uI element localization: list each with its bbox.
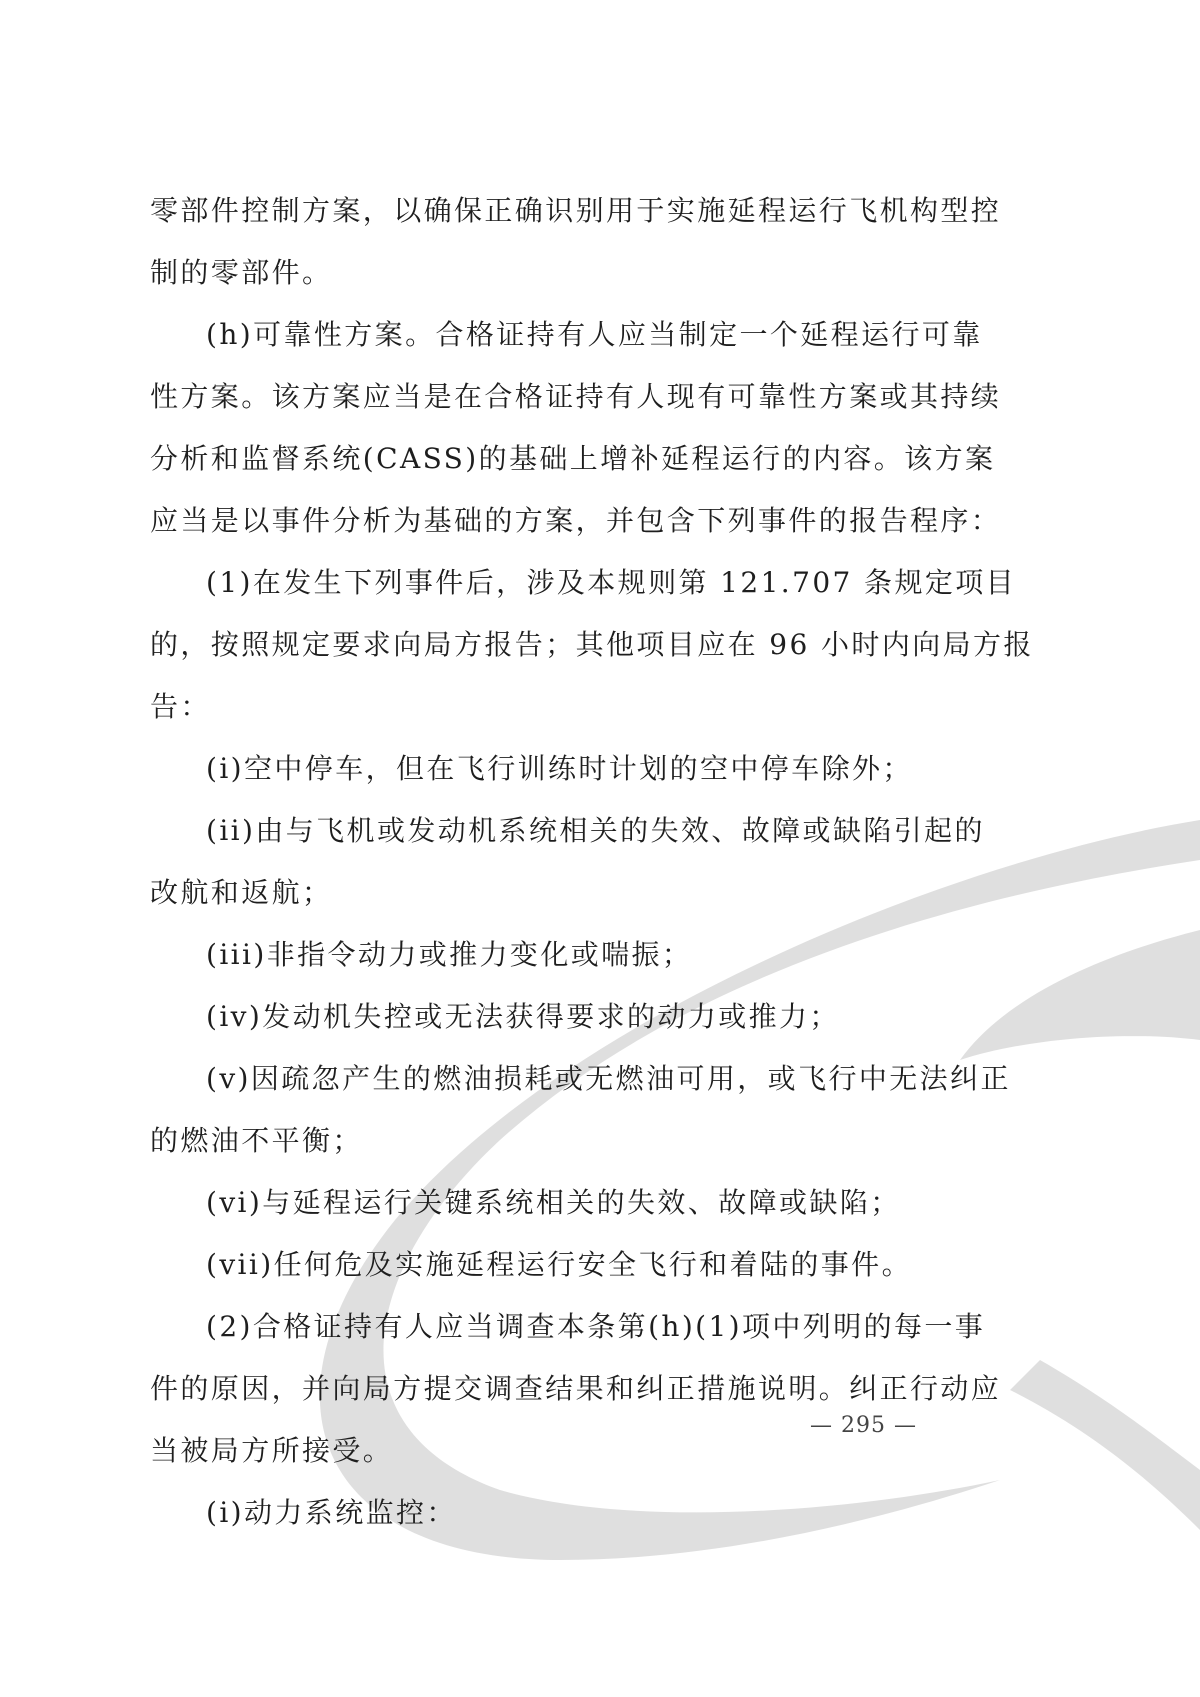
text-line-18: (vii)任何危及实施延程运行安全飞行和着陆的事件。: [206, 1248, 912, 1281]
text-line-19: (2)合格证持有人应当调查本条第(h)(1)项中列明的每一事: [206, 1310, 986, 1343]
watermark-inner-arc: [960, 930, 1200, 1060]
text-line-14: (iv)发动机失控或无法获得要求的动力或推力；: [206, 1000, 840, 1033]
text-line-7: (1)在发生下列事件后，涉及本规则第 121.707 条规定项目: [206, 566, 1017, 599]
text-line-17: (vi)与延程运行关键系统相关的失效、故障或缺陷；: [206, 1186, 901, 1219]
text-line-2: 制的零部件。: [150, 256, 333, 289]
text-line-3: (h)可靠性方案。合格证持有人应当制定一个延程运行可靠: [206, 318, 983, 351]
watermark-lower-arc: [1010, 1360, 1200, 1530]
text-line-15: (v)因疏忽产生的燃油损耗或无燃油可用，或飞行中无法纠正: [206, 1062, 1011, 1095]
text-line-9: 告：: [150, 690, 211, 723]
text-line-21: 当被局方所接受。: [150, 1434, 394, 1467]
text-line-5: 分析和监督系统(CASS)的基础上增补延程运行的内容。该方案: [150, 442, 996, 475]
page-number: — 295 —: [810, 1413, 917, 1438]
text-line-1: 零部件控制方案，以确保正确识别用于实施延程运行飞机构型控: [150, 194, 1002, 227]
text-line-12: 改航和返航；: [150, 876, 333, 909]
text-line-22: (i)动力系统监控：: [206, 1496, 457, 1529]
text-line-4: 性方案。该方案应当是在合格证持有人现有可靠性方案或其持续: [150, 380, 1002, 413]
text-line-20: 件的原因，并向局方提交调查结果和纠正措施说明。纠正行动应: [150, 1372, 1002, 1405]
text-line-13: (iii)非指令动力或推力变化或喘振；: [206, 938, 693, 971]
text-line-8: 的，按照规定要求向局方报告；其他项目应在 96 小时内向局方报: [150, 628, 1034, 661]
text-line-10: (i)空中停车，但在飞行训练时计划的空中停车除外；: [206, 752, 913, 785]
text-line-16: 的燃油不平衡；: [150, 1124, 363, 1157]
text-line-11: (ii)由与飞机或发动机系统相关的失效、故障或缺陷引起的: [206, 814, 985, 847]
text-line-6: 应当是以事件分析为基础的方案，并包含下列事件的报告程序：: [150, 504, 1002, 537]
document-body: [150, 180, 1034, 1544]
